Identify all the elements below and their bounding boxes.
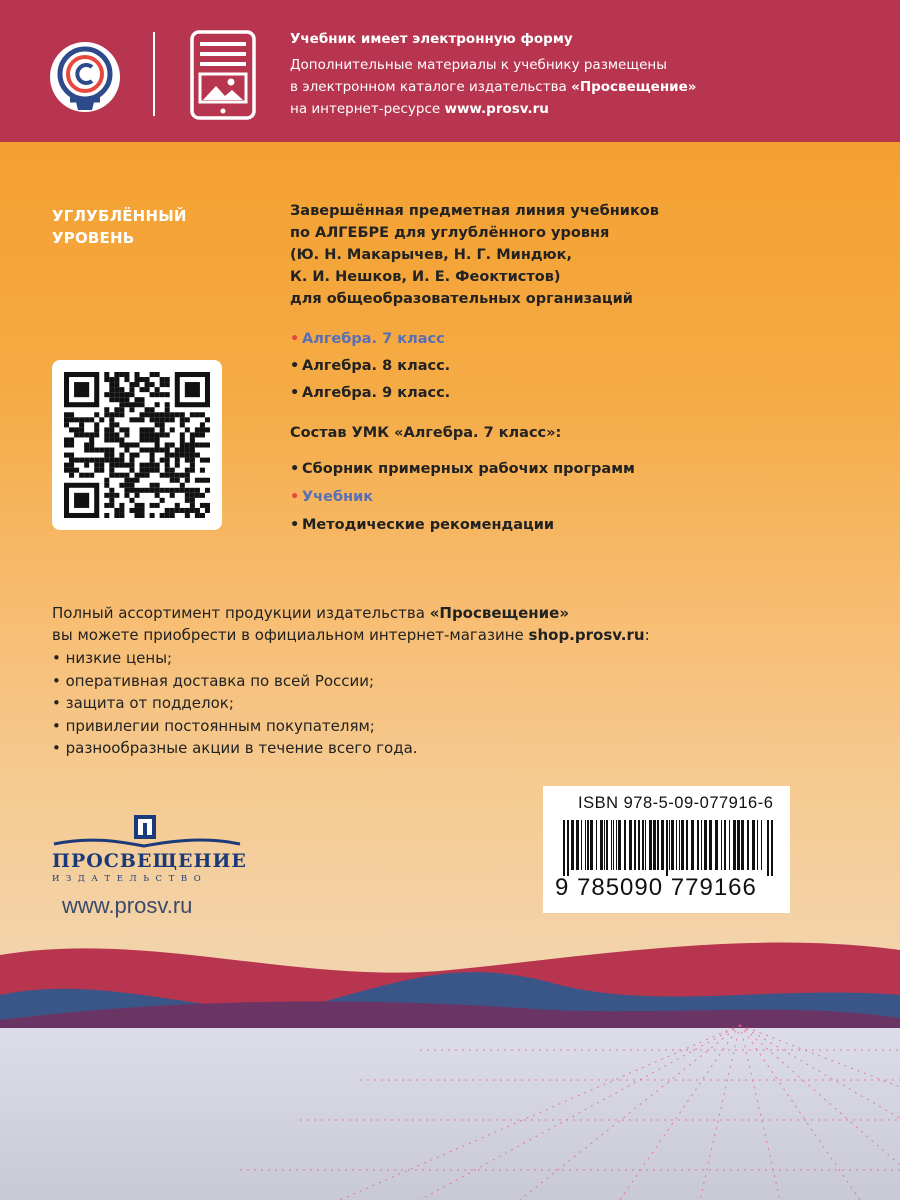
list-item: • защита от подделок; xyxy=(52,694,234,712)
level-line-2: УРОВЕНЬ xyxy=(52,229,135,247)
bullet-icon: • xyxy=(290,358,300,374)
book-item-label: Алгебра. 9 класс. xyxy=(302,385,451,401)
bullet-icon: • xyxy=(290,461,300,477)
list-item: • привилегии постоянным покупателям; xyxy=(52,716,375,735)
series-line-4: К. И. Нешков, И. Е. Феоктистов) xyxy=(290,269,561,285)
umk-item-label: Учебник xyxy=(302,489,374,505)
umk-title: Состав УМК «Алгебра. 7 класс»: xyxy=(290,425,562,441)
barcode-digits: 9 785090 779166 xyxy=(555,874,757,901)
bullet-icon: • xyxy=(290,331,300,347)
header-divider xyxy=(153,32,155,116)
publisher-name-bold: «Просвещение» xyxy=(571,79,697,95)
bullet-icon: • xyxy=(290,385,300,401)
umk-item-textbook xyxy=(290,483,635,511)
eform-description xyxy=(290,54,697,120)
list-item: • низкие цены; xyxy=(52,649,173,667)
series-description xyxy=(290,200,659,310)
barcode-icon xyxy=(563,820,775,876)
shop-intro xyxy=(52,602,650,646)
umk-item-label: Методические рекомендации xyxy=(302,517,555,533)
benefit-text: низкие цены; xyxy=(65,649,173,667)
publisher-url-link[interactable]: www.prosv.ru xyxy=(444,101,549,117)
shop-line-2-colon: : xyxy=(644,626,650,644)
benefit-text: разнообразные акции в течение всего года. xyxy=(65,739,418,757)
series-line-1: Завершённая предметная линия учебников xyxy=(290,203,659,219)
book-item-7 xyxy=(290,326,450,353)
shop-benefits-list xyxy=(52,647,418,760)
book-item-9 xyxy=(290,380,450,407)
qr-code-icon xyxy=(64,372,210,518)
shop-line-1-text: Полный ассортимент продукции издательства xyxy=(52,604,430,622)
isbn-barcode xyxy=(543,786,790,913)
umk-item-guidelines xyxy=(290,511,635,539)
level-label xyxy=(52,205,187,249)
bullet-icon: • xyxy=(290,489,300,505)
umk-item-programs xyxy=(290,455,635,483)
series-line-2: по АЛГЕБРЕ для углублённого уровня xyxy=(290,225,610,241)
shop-line-2 xyxy=(52,624,650,646)
eform-line-3-text: на интернет-ресурсе xyxy=(290,101,445,117)
qr-code[interactable] xyxy=(52,360,222,530)
eform-line-3 xyxy=(290,98,697,120)
series-line-5: для общеобразовательных организаций xyxy=(290,291,633,307)
publisher-name: ПРОСВЕЩЕНИЕ xyxy=(52,850,247,872)
umk-item-label: Сборник примерных рабочих программ xyxy=(302,461,635,477)
ebook-globe-logo-icon xyxy=(48,40,122,114)
list-item: • разнообразные акции в течение всего года. xyxy=(52,739,418,757)
wave-decoration xyxy=(0,900,900,1200)
shop-line-2-text: вы можете приобрести в официальном интернет-магазине xyxy=(52,626,529,644)
publisher-url[interactable]: www.prosv.ru xyxy=(62,893,193,918)
book-item-label: Алгебра. 7 класс xyxy=(302,331,445,347)
publisher-subtitle: ИЗДАТЕЛЬСТВО xyxy=(52,874,208,884)
eform-line-2-text: в электронном каталоге издательства xyxy=(290,79,572,95)
benefit-text: оперативная доставка по всей России; xyxy=(65,671,375,690)
book-item-8 xyxy=(290,353,450,380)
series-line-3: (Ю. Н. Макарычев, Н. Г. Миндюк, xyxy=(290,247,572,263)
eform-line-1: Дополнительные материалы к учебнику размещены xyxy=(290,57,667,73)
bullet-icon: • xyxy=(290,517,300,533)
eform-line-2 xyxy=(290,76,697,98)
level-line-1: УГЛУБЛЁННЫЙ xyxy=(52,207,187,225)
eform-title: Учебник имеет электронную форму xyxy=(290,31,573,47)
shop-url-link[interactable]: shop.prosv.ru xyxy=(528,626,645,644)
list-item: • оперативная доставка по всей России; xyxy=(52,671,375,690)
tablet-icon xyxy=(190,30,256,120)
umk-list xyxy=(290,455,635,539)
isbn-label: ISBN 978-5-09-077916-6 xyxy=(578,794,774,812)
benefit-text: защита от подделок; xyxy=(65,694,234,712)
shop-publisher-bold: «Просвещение» xyxy=(429,604,570,622)
shop-line-1 xyxy=(52,602,650,624)
benefit-text: привилегии постоянным покупателям; xyxy=(65,716,375,735)
book-item-label: Алгебра. 8 класс. xyxy=(302,358,451,374)
book-list xyxy=(290,326,450,407)
